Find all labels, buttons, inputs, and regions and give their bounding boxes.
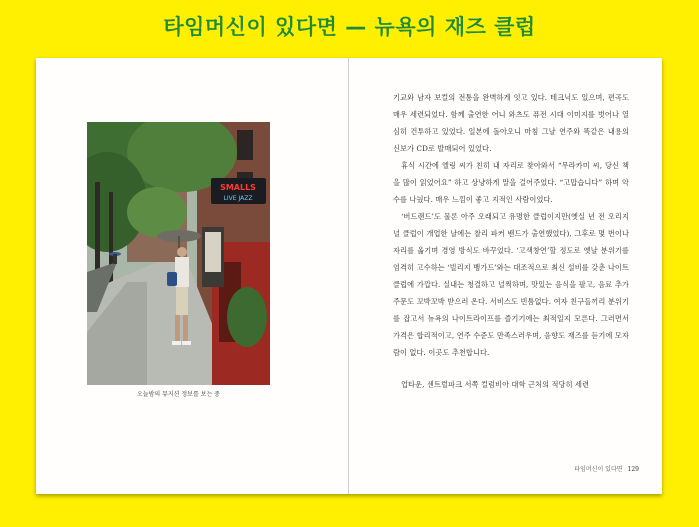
photo-caption: 오늘밤의 뮤지션 정보를 보는 중 [137, 391, 220, 398]
body-paragraph: 업타운, 센트럴파크 서쪽 컬럼비아 대학 근처의 적당히 세련 [401, 380, 590, 389]
neon-sign-bottom-text: LIVE JAZZ [223, 195, 253, 202]
body-text [393, 89, 629, 393]
right-page [349, 58, 662, 494]
neon-sign-top-text: SMALLS [220, 183, 256, 192]
street-photo [87, 122, 270, 385]
page-number: 129 [627, 466, 639, 473]
body-paragraph: 휴식 시간에 엘링 씨가 친히 내 자리로 찾아와서 “무라카미 씨, 당신 책을 많이 읽었어요” 하고 상냥하게 말을 걸어주었다. “고맙습니다” 하며 악수를 나눴다. 매우 느낌이 좋고 지적인 사람이었다. [393, 161, 629, 204]
body-paragraph: 기교와 남자 보컬의 전통을 완벽하게 잇고 있다. 테크닉도 있으며, 편곡도 매우 세련되었다. 함께 출연한 어니 와츠도 퓨전 시대 이미지를 벗어나 열심히 건투하고 있었다. 일본에 돌아오니 마침 그날 연주와 똑같은 내용의 신보가 CD로 발매되어 있었다. [393, 93, 629, 153]
book-spread [36, 58, 662, 494]
page-footer [574, 464, 639, 473]
page-banner-title: 타임머신이 있다면 — 뉴욕의 재즈 클럽 [163, 15, 536, 39]
left-page [36, 58, 349, 494]
body-paragraph: ‘버드랜드’도 물론 아주 오래되고 유명한 클럽이지만(옛실 년 전 오리지널 클럽이 개업한 날에는 찰리 파커 밴드가 출연했었다), 그후로 몇 번이나 자리를 옮기며 경영 방식도 바꾸었다. ‘고색창연’할 정도로 옛날 분위기를 엄격히 고수하는 ‘빌리지 뱅가드’와는 대조적으로 최신 설비를 갖춘 나이트클럽에 가깝다. 실내는 청결하고 널찍하며, 맛있는 음식을 팔고, 음료 추가 주문도 꼬박꼬박 받으러 온다. 서비스도 빈틈없다. 여자 친구들끼리 분위기를 잡고서 뉴욕의 나이트라이프를 즐기기에는 최적일지 모른다. 그러면서 가격은 합리적이고, 연주 수준도 만족스러우며, 음향도 재즈를 듣기에 모자람이 없다. 이곳도 추천합니다. [393, 212, 629, 357]
running-title: 타임머신이 있다면 [574, 466, 623, 473]
